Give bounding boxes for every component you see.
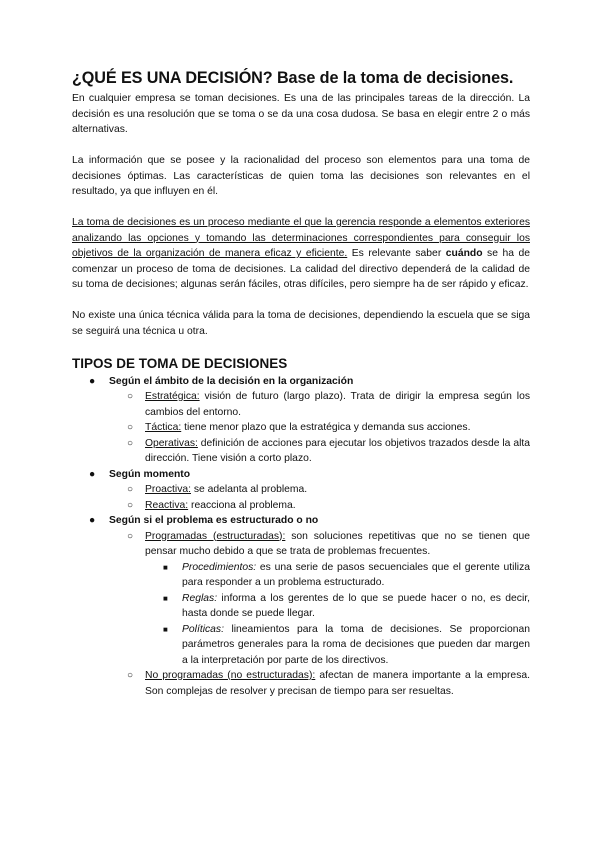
list-item: ○ Operativas: definición de acciones para ejecutar los objetivos trazados desde la alta dirección. Tiene visión a corto plazo. [127,437,530,464]
bullet-circle-icon: ○ [127,484,134,495]
list-item: ● Según el ámbito de la decisión en la organización [72,374,530,390]
bullet-circle-icon: ○ [127,422,134,433]
text-after-bold: se ha de comenzar un proceso de toma de decisiones. La calidad del directivo dependerá de la calidad de su toma de decisiones; algunas serán fáciles, otras difíciles, pero siempre ha de ser rápido y eficaz. [72,248,530,290]
bullet-circle-icon: ○ [127,499,134,511]
list-item: ■ Reglas: informa a los gerentes de lo que se puede hacer o no, es decir, hasta donde se puede llegar. [163,592,530,619]
bullet-square-icon: ■ [163,624,168,634]
list-item: ● Según si el problema es estructurado o no [72,513,530,529]
list-item: ○ No programadas (no estructuradas): afectan de manera importante a la empresa. Son complejas de resolver y precisan de tiempo para ser resueltas. [127,670,530,697]
list-item: ○ Proactiva: se adelanta al problema. [72,482,530,498]
bullet-circle-icon: ○ [127,530,134,542]
paragraph-process [72,215,530,293]
bold-word: cuándo [445,248,483,259]
page-title: ¿QUÉ ES UNA DECISIÓN? Base de la toma de decisiones. [72,69,514,87]
bullet-dot-icon: ● [89,468,96,480]
list-item: ○ Estratégica: visión de futuro (largo plazo). Trata de dirigir la empresa según los cambios del entorno. [127,391,530,418]
list-item: ○ Programadas (estructuradas): son soluciones repetitivas que no se tienen que pensar mucho debido a que se trata de problemas frecuentes. [127,530,530,557]
list-item: ■ Procedimientos: es una serie de pasos secuenciales que el gerente utiliza para responder a un problema estructurado. [163,561,530,588]
list-item: ○ Reactiva: reacciona al problema. [72,498,530,514]
list-item: ○ Táctica: tiene menor plazo que la estratégica y demanda sus acciones. [72,420,530,436]
bullet-circle-icon: ○ [127,391,134,402]
bullet-square-icon: ■ [163,562,168,572]
bullet-dot-icon: ● [89,515,96,526]
underlined-definition: La toma de decisiones es un proceso mediante el que la gerencia responde a elementos exteriores analizando las opciones y tomando las determinaciones correspondientes para conseguir los objetivos de la organización de manera eficaz y eficiente. [72,217,530,259]
section-title: TIPOS DE TOMA DE DECISIONES [72,355,288,371]
bullet-square-icon: ■ [163,593,168,603]
paragraph-information: La información que se posee y la racionalidad del proceso son elementos para una toma de decisiones óptimas. Las características de quien toma las decisiones son relevantes en el resultado, ya que influyen en él. [72,155,530,197]
list-item: ■ Políticas: lineamientos para la toma de decisiones. Se proporcionan parámetros generales para la roma de decisiones que pueden dar margen a la interpretación por parte de los directivos. [163,623,530,666]
paragraph-definition: En cualquier empresa se toman decisiones. Es una de las principales tareas de la dirección. La decisión es una resolución que se toma o se da una cosa dudosa. Se basa en elegir entre 2 o más alternativas. [72,93,530,135]
bullet-circle-icon: ○ [127,670,134,681]
bullet-list [72,374,530,700]
list-item: ● Según momento [72,467,530,483]
bullet-circle-icon: ○ [127,437,134,449]
text-before-bold: Es relevante saber [347,248,446,259]
paragraph-techniques: No existe una única técnica válida para la toma de decisiones, dependiendo la escuela que se siga se seguirá una técnica u otra. [72,310,530,337]
bullet-dot-icon: ● [89,375,96,387]
